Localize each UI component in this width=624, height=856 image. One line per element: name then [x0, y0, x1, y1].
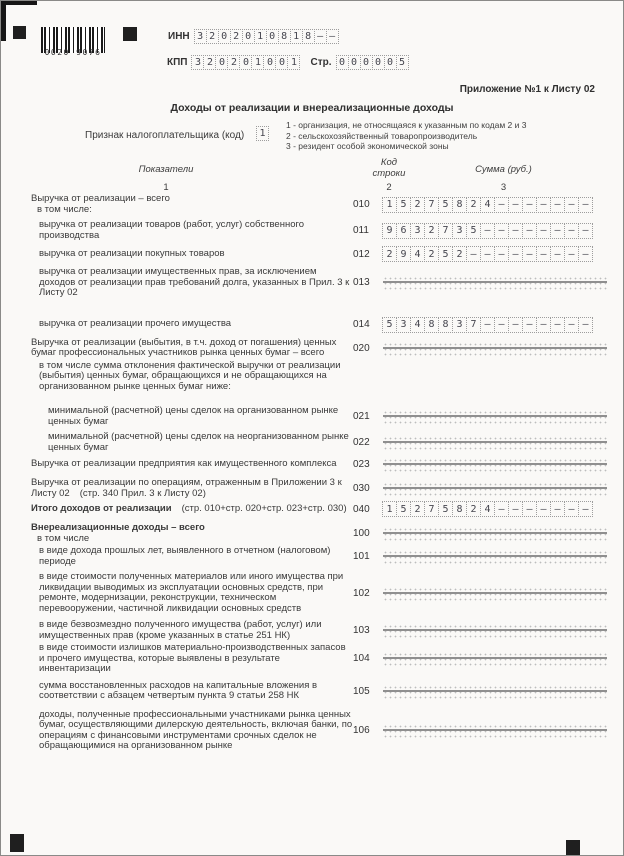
taxpayer-attribute-label: Признак налогоплательщика (код) — [85, 130, 245, 141]
digit-cell: – — [578, 317, 593, 333]
digit-cell: 2 — [227, 55, 240, 70]
form-row-105 — [31, 681, 615, 702]
kpp-field — [167, 55, 409, 70]
form-row-011 — [31, 220, 615, 241]
digit-cell: 4 — [410, 317, 425, 333]
column-header-line-code — [359, 158, 419, 179]
sum-field-010 — [383, 197, 593, 213]
row-label-text: Выручка от реализации – всего — [31, 193, 170, 204]
digit-cell: 5 — [396, 55, 409, 70]
digit-cell: 3 — [452, 317, 467, 333]
inn-field — [168, 29, 339, 44]
form-row-106 — [31, 710, 615, 752]
digit-cell: 2 — [410, 197, 425, 213]
row-label — [31, 572, 353, 614]
row-code: 023 — [353, 459, 370, 470]
digit-cell: 4 — [410, 246, 425, 262]
digit-cell: 2 — [424, 223, 439, 239]
sum-field-040 — [383, 501, 593, 517]
digit-cell: – — [550, 197, 565, 213]
digit-cell: 5 — [382, 317, 397, 333]
digit-cell: – — [578, 246, 593, 262]
sum-field-021-empty — [383, 409, 607, 424]
digit-cell: 4 — [480, 197, 495, 213]
row-code: 100 — [353, 528, 370, 539]
digit-cell: 1 — [287, 55, 300, 70]
empty-field-line — [383, 415, 607, 417]
digit-cell: 2 — [203, 55, 216, 70]
kpp-label: КПП — [167, 57, 188, 68]
row-code: 022 — [353, 437, 370, 448]
registration-square — [123, 27, 137, 41]
registration-square — [13, 26, 26, 39]
sum-field-100-empty — [383, 526, 607, 541]
digit-cell: 5 — [396, 501, 411, 517]
form-title: Доходы от реализации и внереализационные доходы — [170, 102, 454, 114]
row-code: 030 — [353, 483, 370, 494]
taxpayer-attribute-code — [257, 126, 269, 141]
digit-cell: – — [494, 197, 509, 213]
column-header-sum: Сумма (руб.) — [475, 164, 532, 175]
digit-cell: 0 — [384, 55, 397, 70]
row-label-text: в виде безвозмездно полученного имущества (работ, услуг) или имущественных прав (кроме указанных в статье 251 НК) — [39, 619, 322, 641]
digit-cell: 7 — [424, 197, 439, 213]
row-label — [31, 643, 353, 675]
row-label-text: доходы, полученные профессиональными участниками рынка ценных бумаг, осуществляющими дилерскую деятельность, включая банки, по операциям с финансовыми инструментами срочных сделок не обращающимися на организованном рынке — [39, 708, 353, 751]
empty-field-line — [383, 441, 607, 443]
form-row-013 — [31, 267, 615, 299]
empty-field-line — [383, 555, 607, 557]
form-row-104 — [31, 643, 615, 675]
row-label-text: сумма восстановленных расходов на капитальные вложения в соответствии с абзацем четвертым пункта 9 статьи 258 НК — [39, 679, 318, 701]
row-label-text: Внереализационные доходы – всего — [31, 522, 205, 533]
empty-field-line — [383, 629, 607, 631]
row-label-text: минимальной (расчетной) цены сделок на неорганизованном рынке ценных бумаг — [48, 431, 349, 453]
digit-cell: 1 — [382, 197, 397, 213]
digit-cell: 3 — [452, 223, 467, 239]
sum-field-011 — [383, 223, 593, 239]
row-label-text: выручка от реализации покупных товаров — [39, 247, 225, 259]
digit-cell: – — [536, 197, 551, 213]
digit-cell: – — [494, 223, 509, 239]
page-number-label: Стр. — [310, 57, 332, 68]
digit-cell: 7 — [438, 223, 453, 239]
form-row-012 — [31, 246, 615, 262]
digit-cell: 5 — [438, 501, 453, 517]
digit-cell: – — [522, 501, 537, 517]
row-label-note: (стр. 340 Прил. 3 к Листу 02) — [79, 487, 206, 499]
form-row-014 — [31, 317, 615, 333]
digit-cell: 5 — [438, 246, 453, 262]
form-row-010 — [31, 194, 615, 215]
option-2: 2 - сельскохозяйственный товаропроизводитель — [286, 130, 478, 141]
row-label — [31, 194, 353, 215]
form-row-021 — [31, 406, 615, 427]
digit-cell: – — [564, 317, 579, 333]
digit-cell: – — [550, 317, 565, 333]
digit-cell: – — [522, 317, 537, 333]
empty-field-line — [383, 657, 607, 659]
digit-cell: 0 — [360, 55, 373, 70]
digit-cell: 0 — [266, 29, 279, 44]
digit-cell: 1 — [256, 126, 269, 141]
digit-cell: 5 — [396, 197, 411, 213]
row-label — [31, 220, 353, 241]
row-label-text: Итого доходов от реализации — [31, 502, 172, 514]
digit-cell: – — [564, 246, 579, 262]
sum-field-022-empty — [383, 435, 607, 450]
empty-field-line — [383, 487, 607, 489]
digit-cell: 1 — [251, 55, 264, 70]
digit-cell: 0 — [215, 55, 228, 70]
digit-cell: 7 — [466, 317, 481, 333]
sum-field-012 — [383, 246, 593, 262]
digit-cell: – — [578, 501, 593, 517]
column-header-code-line1: Код — [380, 157, 398, 168]
row-label — [31, 710, 353, 752]
column-number-1: 1 — [163, 182, 169, 193]
row-code: 014 — [353, 319, 370, 330]
row-sublabel: в том числе: — [37, 203, 92, 215]
row-code: 021 — [353, 411, 370, 422]
sum-field-102-empty — [383, 586, 607, 601]
row-label — [31, 546, 353, 567]
digit-cell: 8 — [438, 317, 453, 333]
digit-cell: – — [536, 246, 551, 262]
row-code: 103 — [353, 625, 370, 636]
row-label — [31, 620, 353, 641]
sum-field-104-empty — [383, 651, 607, 666]
row-label — [31, 504, 353, 515]
row-label-text: выручка от реализации имущественных прав, за исключением доходов от реализации прав требований долга, указанных в Прил. 3 к Листу 02 — [39, 266, 350, 298]
digit-cell: – — [494, 246, 509, 262]
digit-cell: 9 — [382, 223, 397, 239]
row-code: 106 — [353, 725, 370, 736]
digit-cell: 2 — [410, 501, 425, 517]
row-label — [31, 267, 353, 299]
digit-cell: 3 — [396, 317, 411, 333]
digit-cell: 0 — [336, 55, 349, 70]
row-code: 020 — [353, 342, 370, 354]
form-row-020 — [31, 338, 615, 359]
digit-cell: – — [522, 223, 537, 239]
digit-cell: – — [578, 197, 593, 213]
form-barcode — [41, 27, 105, 59]
sum-field-020-empty — [383, 341, 607, 356]
registration-square — [10, 834, 24, 852]
digit-cell: – — [508, 197, 523, 213]
row-label-text: Выручка от реализации (выбытия, в т.ч. доход от погашения) ценных бумаг профессиональных участников рынка ценных бумаг – всего — [31, 336, 337, 358]
digit-cell: 0 — [239, 55, 252, 70]
digit-cell: – — [536, 501, 551, 517]
digit-cell: 4 — [480, 501, 495, 517]
digit-cell: 1 — [290, 29, 303, 44]
row-code: 102 — [353, 587, 370, 599]
sum-field-030-empty — [383, 481, 607, 496]
sum-field-103-empty — [383, 623, 607, 638]
row-code: 040 — [353, 503, 370, 515]
row-label — [31, 432, 353, 453]
digit-cell: 3 — [191, 55, 204, 70]
row-label-text: в виде стоимости излишков материально-производственных запасов и прочего имущества, которые выявлены в результате инвентаризации — [39, 642, 346, 674]
digit-cell: 0 — [348, 55, 361, 70]
row-label-text: в виде стоимости полученных материалов или иного имущества при ликвидации выводимых из эксплуатации основных средств, при ремонте, модернизации, реконструкции, техническом перевооружении, частичной ликвидации основных средств — [39, 571, 344, 614]
empty-field-line — [383, 281, 607, 283]
digit-cell: 0 — [242, 29, 255, 44]
row-label-text: Выручка от реализации по операциям, отраженным в Приложении 3 к Листу 02 — [31, 477, 342, 499]
empty-field-line — [383, 729, 607, 731]
empty-field-line — [383, 463, 607, 465]
digit-cell: – — [480, 246, 495, 262]
appendix-title: Приложение №1 к Листу 02 — [459, 84, 595, 95]
digit-cell: 2 — [230, 29, 243, 44]
column-number-3: 3 — [500, 182, 507, 193]
scan-corner-mark — [1, 1, 6, 41]
digit-cell: – — [536, 223, 551, 239]
row-label — [31, 338, 353, 359]
digit-cell: 3 — [410, 223, 425, 239]
digit-cell: 5 — [466, 223, 481, 239]
digit-cell: – — [522, 246, 537, 262]
digit-cell: 2 — [382, 246, 397, 262]
inn-cells — [195, 29, 339, 44]
option-3: 3 - резидент особой экономической зоны — [286, 141, 449, 151]
digit-cell: 6 — [396, 223, 411, 239]
digit-cell: – — [326, 29, 339, 44]
digit-cell: 2 — [466, 501, 481, 517]
digit-cell: 1 — [382, 501, 397, 517]
digit-cell: – — [494, 501, 509, 517]
digit-cell: – — [466, 246, 481, 262]
digit-cell: 8 — [452, 197, 467, 213]
empty-field-line — [383, 347, 607, 349]
digit-cell: 0 — [263, 55, 276, 70]
column-header-indicators: Показатели — [138, 164, 194, 175]
form-row-101 — [31, 546, 615, 567]
row-subtext: в том числе сумма отклонения фактической выручки от реализации (выбытия) ценных бумаг, обращающихся и не обращающихся на организованном рынке ценных бумаг ниже: — [39, 359, 341, 392]
digit-cell: – — [550, 223, 565, 239]
empty-field-line — [383, 690, 607, 692]
sum-field-105-empty — [383, 684, 607, 699]
digit-cell: – — [536, 317, 551, 333]
digit-cell: – — [508, 317, 523, 333]
form-row-040 — [31, 501, 615, 517]
empty-field-line — [383, 532, 607, 534]
digit-cell: 0 — [218, 29, 231, 44]
row-label-text: Выручка от реализации предприятия как имущественного комплекса — [31, 458, 337, 470]
sum-field-106-empty — [383, 723, 607, 738]
barcode-number: 0020 9076 — [44, 48, 102, 57]
form-row-030 — [31, 478, 615, 499]
digit-cell: 8 — [278, 29, 291, 44]
sum-field-101-empty — [383, 549, 607, 564]
digit-cell: – — [480, 317, 495, 333]
scan-corner-mark — [1, 1, 37, 5]
digit-cell: 1 — [254, 29, 267, 44]
digit-cell: 8 — [424, 317, 439, 333]
row-label — [31, 478, 353, 499]
inn-label: ИНН — [168, 31, 190, 42]
form-row-103 — [31, 620, 615, 641]
digit-cell: 8 — [452, 501, 467, 517]
empty-field-line — [383, 592, 607, 594]
digit-cell: – — [550, 501, 565, 517]
digit-cell: – — [508, 223, 523, 239]
form-rows — [31, 194, 615, 757]
page-number-cells — [337, 55, 409, 70]
digit-cell: – — [578, 223, 593, 239]
column-number-2: 2 — [386, 182, 392, 193]
digit-cell: – — [564, 197, 579, 213]
form-row-023 — [31, 457, 615, 472]
digit-cell: 8 — [302, 29, 315, 44]
row-label-text: в виде дохода прошлых лет, выявленного в отчетном (налоговом) периоде — [39, 545, 331, 567]
row-label — [31, 249, 353, 260]
digit-cell: – — [550, 246, 565, 262]
row-label — [31, 406, 353, 427]
row-label — [31, 319, 353, 330]
sum-field-023-empty — [383, 457, 607, 472]
row-code: 010 — [353, 199, 370, 210]
digit-cell: – — [494, 317, 509, 333]
digit-cell: – — [314, 29, 327, 44]
digit-cell: 5 — [438, 197, 453, 213]
row-label-text: выручка от реализации товаров (работ, услуг) собственного производства — [39, 219, 305, 241]
row-code: 012 — [353, 248, 370, 260]
row-code: 013 — [353, 277, 370, 289]
row-code: 101 — [353, 551, 370, 562]
taxpayer-attribute-options — [286, 120, 526, 152]
digit-cell: 0 — [275, 55, 288, 70]
digit-cell: – — [564, 223, 579, 239]
row-code: 011 — [353, 225, 369, 236]
row-code: 104 — [353, 653, 370, 665]
digit-cell: 2 — [424, 246, 439, 262]
sum-field-014 — [383, 317, 593, 333]
row-code: 105 — [353, 685, 370, 697]
digit-cell: 2 — [466, 197, 481, 213]
digit-cell: – — [508, 246, 523, 262]
form-row-022 — [31, 432, 615, 453]
digit-cell: – — [564, 501, 579, 517]
row-sublabel: в том числе — [37, 532, 90, 544]
digit-cell: 7 — [424, 501, 439, 517]
row-label — [31, 681, 353, 702]
column-header-code-line2: строки — [372, 167, 406, 179]
row-label-text: выручка от реализации прочего имущества — [39, 318, 232, 330]
digit-cell: 2 — [206, 29, 219, 44]
row-label-note: (стр. 010+стр. 020+стр. 023+стр. 030) — [181, 502, 347, 514]
row-label — [31, 459, 353, 470]
registration-square — [566, 840, 580, 856]
digit-cell: 3 — [194, 29, 207, 44]
digit-cell: – — [480, 223, 495, 239]
option-1: 1 - организация, не относящаяся к указанным по кодам 2 и 3 — [286, 120, 527, 130]
digit-cell: 9 — [396, 246, 411, 262]
sum-field-013-empty — [383, 275, 607, 290]
form-row-100 — [31, 523, 615, 544]
row-label — [31, 523, 353, 544]
kpp-cells — [192, 55, 300, 70]
form-row-102 — [31, 572, 615, 614]
digit-cell: – — [508, 501, 523, 517]
row-label-text: минимальной (расчетной) цены сделок на организованном рынке ценных бумаг — [48, 405, 339, 427]
digit-cell: 0 — [372, 55, 385, 70]
digit-cell: 2 — [452, 246, 467, 262]
digit-cell: – — [522, 197, 537, 213]
